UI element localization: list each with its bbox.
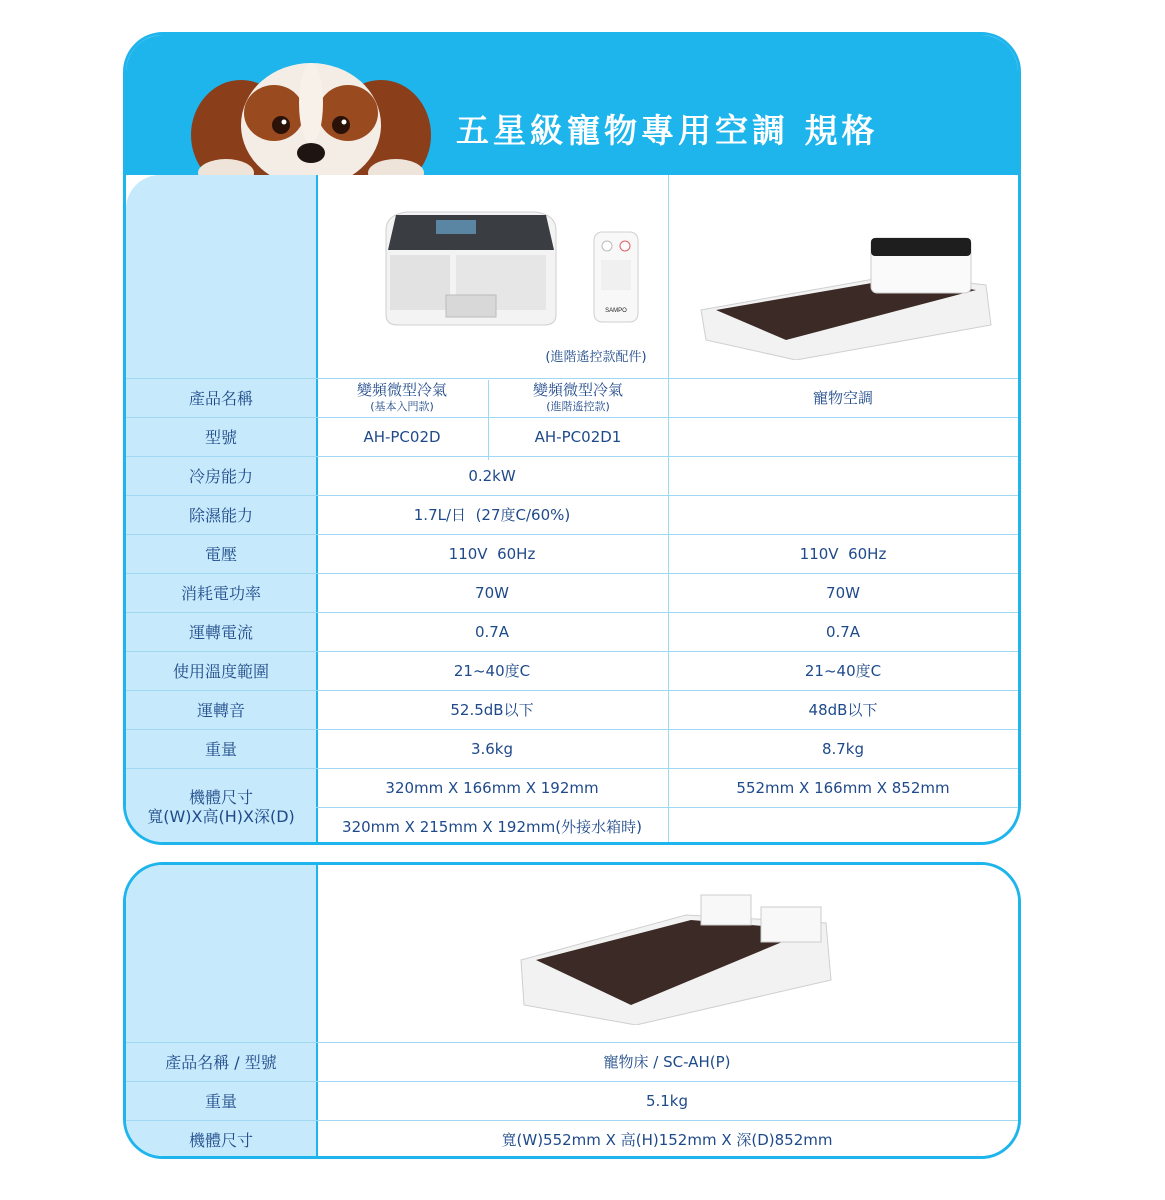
size-a2: 320mm X 215mm X 192mm(外接水箱時) [342,818,642,836]
voltage-a: 110V 60Hz [448,544,536,563]
temp-a: 21~40度C [453,662,531,680]
power-b: 70W [826,583,860,602]
adv-model: AH-PC02D1 [534,427,622,446]
pet-aircon-bed-image [686,230,1006,360]
page-title: 五星級寵物專用空調 規格 [456,111,879,150]
current-b: 0.7A [825,622,861,641]
label-model: 型號 [204,428,237,447]
temp-b: 21~40度C [804,662,882,680]
pet-bed-image [516,885,836,1025]
bed-table [126,865,1018,1156]
bed-weight: 5.1kg [645,1091,689,1110]
adv-product-name [488,378,668,417]
basic-sub: (基本入門款) [370,400,434,414]
label-size-line1: 機體尺寸 [188,787,253,807]
dog-illustration [186,55,436,175]
bed-name: 寵物床 / SC-AH(P) [603,1053,731,1071]
aircon-unit-image [376,200,566,330]
label-size-line2: 寬(W)X高(H)X深(D) [147,807,295,826]
label-power: 消耗電功率 [180,584,261,603]
adv-sub: (進階遙控款) [546,400,610,414]
label-voltage: 電壓 [204,545,237,564]
spec-card-pet-bed [123,862,1021,1159]
label-current: 運轉電流 [188,623,253,642]
noise-b: 48dB以下 [808,701,878,719]
voltage-b: 110V 60Hz [799,544,887,563]
header-banner [126,35,1018,175]
basic-name: 變頻微型冷氣 [356,381,447,400]
col-divider-main [668,175,669,465]
size-a1: 320mm X 166mm X 192mm [385,778,599,797]
weight-a: 3.6kg [470,739,514,758]
label-noise: 運轉音 [196,701,245,720]
spec-table [126,175,1018,842]
remote-control-image [591,230,641,325]
label-dehumid: 除濕能力 [188,506,253,525]
power-a: 70W [475,583,509,602]
pet-product-name: 寵物空調 [812,389,873,407]
remote-brand: SAMPO [605,308,627,314]
adv-name: 變頻微型冷氣 [532,381,623,400]
basic-model: AH-PC02D [363,427,441,446]
size-b: 552mm X 166mm X 852mm [736,778,950,797]
bed-label-weight: 重量 [204,1092,237,1111]
current-a: 0.7A [474,622,510,641]
bed-label-size: 機體尺寸 [188,1131,253,1150]
label-temp-range: 使用溫度範圍 [172,662,269,681]
label-cooling: 冷房能力 [188,467,253,486]
basic-product-name [316,378,488,417]
label-size [126,768,316,842]
spec-card-aircon [123,32,1021,845]
label-weight: 重量 [204,740,237,759]
dehumid-value: 1.7L/日 (27度C/60%) [413,506,571,524]
weight-b: 8.7kg [821,739,865,758]
cooling-value: 0.2kW [468,466,516,485]
bed-label-name: 產品名稱 / 型號 [165,1053,277,1072]
noise-a: 52.5dB以下 [450,701,534,719]
accessory-caption: (進階遙控款配件) [545,349,647,365]
bed-size: 寬(W)552mm X 高(H)152mm X 深(D)852mm [501,1131,833,1149]
label-product-name: 產品名稱 [188,389,253,408]
